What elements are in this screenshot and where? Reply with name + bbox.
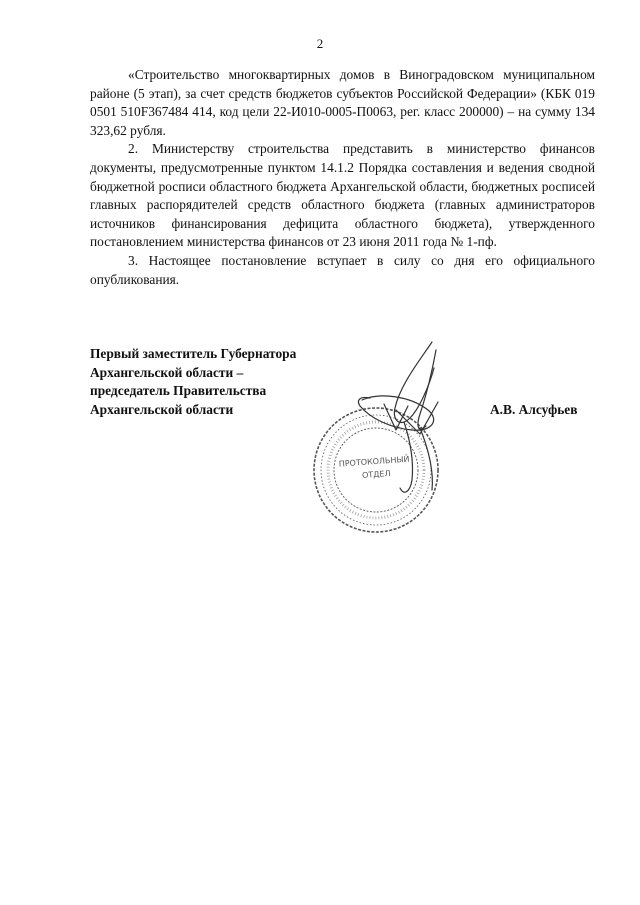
page-number: 2 [316, 36, 324, 51]
signatory-position-line: председатель Правительства [90, 383, 267, 399]
signatory-position-line: Первый заместитель Губернатора [90, 346, 297, 361]
seal-and-signature [300, 330, 500, 540]
signatory-position-line: Архангельской области [90, 401, 234, 417]
signatory-position-line: Архангельской области – [90, 364, 244, 380]
paragraph-item-3: 3. Настоящее постановление вступает в силу со дня его официального опубликования. [90, 252, 595, 287]
signatory-name: А.В. Алсуфьев [490, 402, 578, 417]
document-body [90, 66, 595, 289]
stamp-text: ПРОТОКОЛЬНЫЙ ОТДЕЛ [338, 454, 410, 480]
paragraph-item-2: 2. Министерству строительства представить в министерство финансов документы, предусмотренные пунктом 14.1.2 Порядка составления и ведения сводной бюджетной росписи областного бюджета Архангельской области, бюджетных росписей главных распорядителей средств областного бюджета (главных администраторов источников финансирования дефицита областного бюджета), утвержденного постановлением министерства финансов от 23 июня 2011 года № 1-пф. [90, 141, 595, 250]
paragraph-budget-item: «Строительство многоквартирных домов в Виноградовском муниципальном районе (5 этап), за счет средств бюджетов субъектов Российской Федерации» (КБК 019 0501 510F367484 414, код цели 22-И010-0005-П0063, рег. класс 200000) – на сумму 134 323,62 рубля. [90, 67, 595, 138]
